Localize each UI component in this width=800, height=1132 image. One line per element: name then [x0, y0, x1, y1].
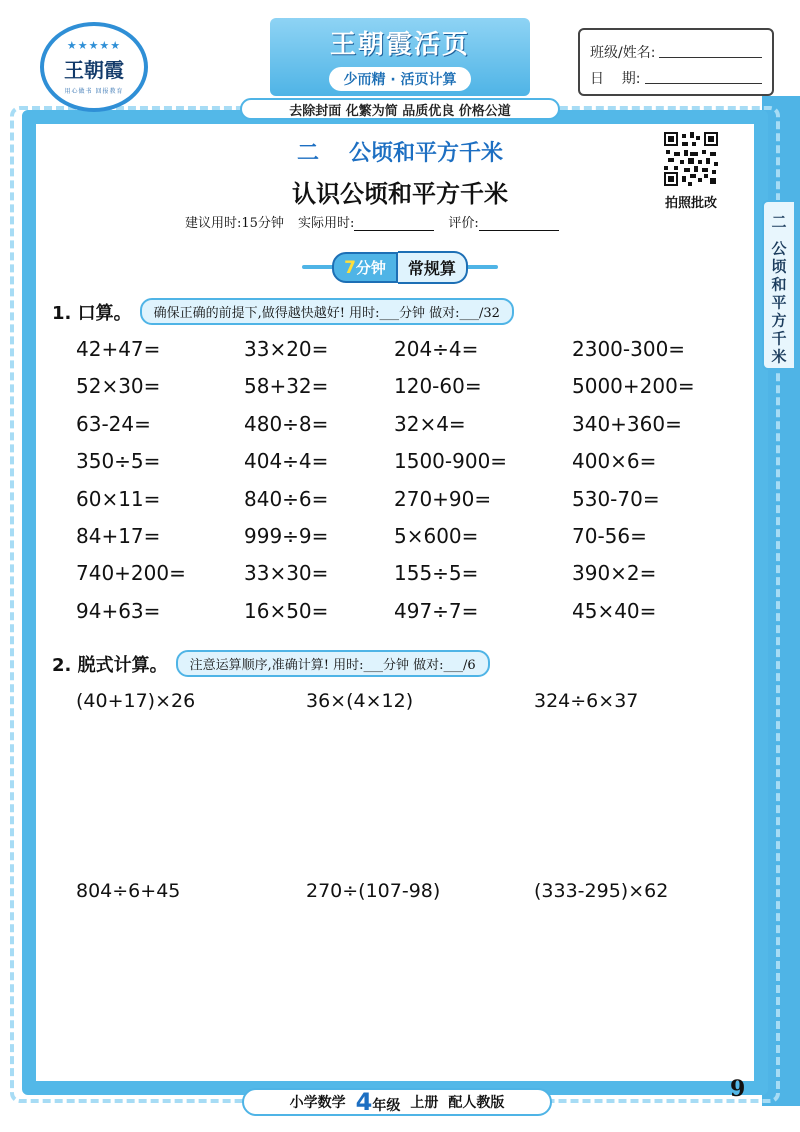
oral-problem: 404÷4=: [244, 449, 329, 474]
oral-problem: 16×50=: [244, 598, 329, 623]
oral-problem: 1500-900=: [394, 449, 508, 474]
oral-problem: 740+200=: [76, 561, 186, 586]
q2-row-1: [76, 690, 756, 712]
brand-banner: [270, 18, 530, 96]
date-field[interactable]: [645, 83, 762, 84]
oral-problem: 63-24=: [76, 411, 151, 436]
actual-time-label: 实际用时:: [297, 216, 355, 231]
section-pill: [302, 252, 498, 282]
oral-problem: 155÷5=: [394, 561, 479, 586]
q2-problem: 270÷(107-98): [306, 880, 441, 902]
oral-problem: 32×4=: [394, 411, 466, 436]
oral-problem: 120-60=: [394, 374, 482, 399]
q2-row-2: [76, 880, 756, 902]
q1-title: 1. 口算。: [52, 302, 132, 324]
oral-problem: 5×600=: [394, 523, 479, 548]
oral-problem: 42+47=: [76, 337, 161, 361]
unit-number: 二: [296, 141, 319, 166]
oral-problem: 840÷6=: [244, 486, 329, 511]
suggested-time: 建议用时:15分钟: [185, 216, 284, 231]
oral-problem: 94+63=: [76, 598, 161, 623]
class-name-label: 班级/姓名:: [590, 45, 656, 61]
q2-problem: 324÷6×37: [534, 690, 639, 712]
q2-problem: 804÷6+45: [76, 880, 181, 902]
q2-problem: 36×(4×12): [306, 690, 414, 712]
oral-calculation-grid: [76, 335, 756, 625]
q2-problem: (333-295)×62: [534, 880, 669, 902]
oral-problem: 340+360=: [572, 411, 682, 436]
q2-problem: (40+17)×26: [76, 690, 196, 712]
footer-subject: 小学数学: [289, 1095, 346, 1111]
footer-volume: 上册: [410, 1095, 439, 1111]
oral-problem: 270+90=: [394, 486, 492, 511]
oral-problem: 5000+200=: [572, 374, 695, 399]
q1-heading: [52, 298, 514, 325]
side-chapter-tab: [762, 200, 794, 370]
logo-stars-icon: ★★★★★: [66, 39, 122, 52]
date-label: 日 期:: [590, 71, 641, 87]
oral-problem: 70-56=: [572, 523, 647, 548]
actual-time-field[interactable]: [354, 216, 434, 231]
oral-problem: 58+32=: [244, 374, 329, 399]
section-minutes-unit: 分钟: [355, 258, 386, 277]
publisher-logo: [40, 22, 148, 112]
footer-bar: [242, 1088, 552, 1116]
oral-problem: 350÷5=: [76, 449, 161, 474]
unit-name: 公顷和平方千米: [349, 141, 504, 166]
class-name-row: [590, 36, 762, 62]
time-line: [185, 212, 559, 231]
oral-problem: 33×30=: [244, 561, 329, 586]
oral-problem: 999÷9=: [244, 523, 329, 548]
side-chapter-label: 二 公顷和平方千米: [769, 214, 788, 367]
q1-tip: 确保正确的前提下,做得越快越好! 用时:___分钟 做对:___/32: [140, 298, 514, 325]
logo-name: 王朝霞: [64, 58, 124, 82]
q2-tip: 注意运算顺序,准确计算! 用时:___分钟 做对:___/6: [176, 650, 490, 677]
oral-problem: 84+17=: [76, 523, 161, 548]
oral-problem: 204÷4=: [394, 337, 479, 361]
brand-title: 王朝霞活页: [329, 29, 470, 60]
oral-problem: 60×11=: [76, 486, 161, 511]
section-name: 常规算: [398, 251, 468, 284]
evaluation-field[interactable]: [479, 216, 559, 231]
logo-slogan: 用心做书 回报教育: [64, 88, 124, 95]
lesson-title: 认识公顷和平方千米: [292, 180, 508, 208]
oral-problem: 480÷8=: [244, 411, 329, 436]
date-row: [590, 62, 762, 88]
q2-title: 2. 脱式计算。: [52, 654, 168, 676]
footer-grade-unit: 年级: [372, 1098, 401, 1114]
section-minutes-num: 7: [344, 257, 356, 278]
oral-problem: 497÷7=: [394, 598, 479, 623]
q2-heading: [52, 650, 490, 677]
brand-subtitle: 少而精 · 活页计算: [329, 67, 470, 91]
oral-problem: 2300-300=: [572, 337, 686, 361]
section-minutes: [332, 252, 398, 283]
oral-problem: 45×40=: [572, 598, 657, 623]
class-name-field[interactable]: [659, 57, 762, 58]
footer-grade-num: 4: [355, 1088, 373, 1116]
oral-problem: 530-70=: [572, 486, 660, 511]
footer-edition: 配人教版: [448, 1095, 505, 1111]
oral-problem: 33×20=: [244, 337, 329, 361]
motto-bar: 去除封面 化繁为简 品质优良 价格公道: [240, 98, 560, 120]
page-number: 9: [730, 1076, 746, 1102]
unit-title: [0, 136, 800, 167]
qr-caption: 拍照批改: [664, 196, 717, 211]
oral-problem: 400×6=: [572, 449, 657, 474]
oral-problem: 52×30=: [76, 374, 161, 399]
student-info-box: [578, 28, 774, 96]
oral-problem: 390×2=: [572, 561, 657, 586]
evaluation-label: 评价:: [448, 216, 479, 231]
